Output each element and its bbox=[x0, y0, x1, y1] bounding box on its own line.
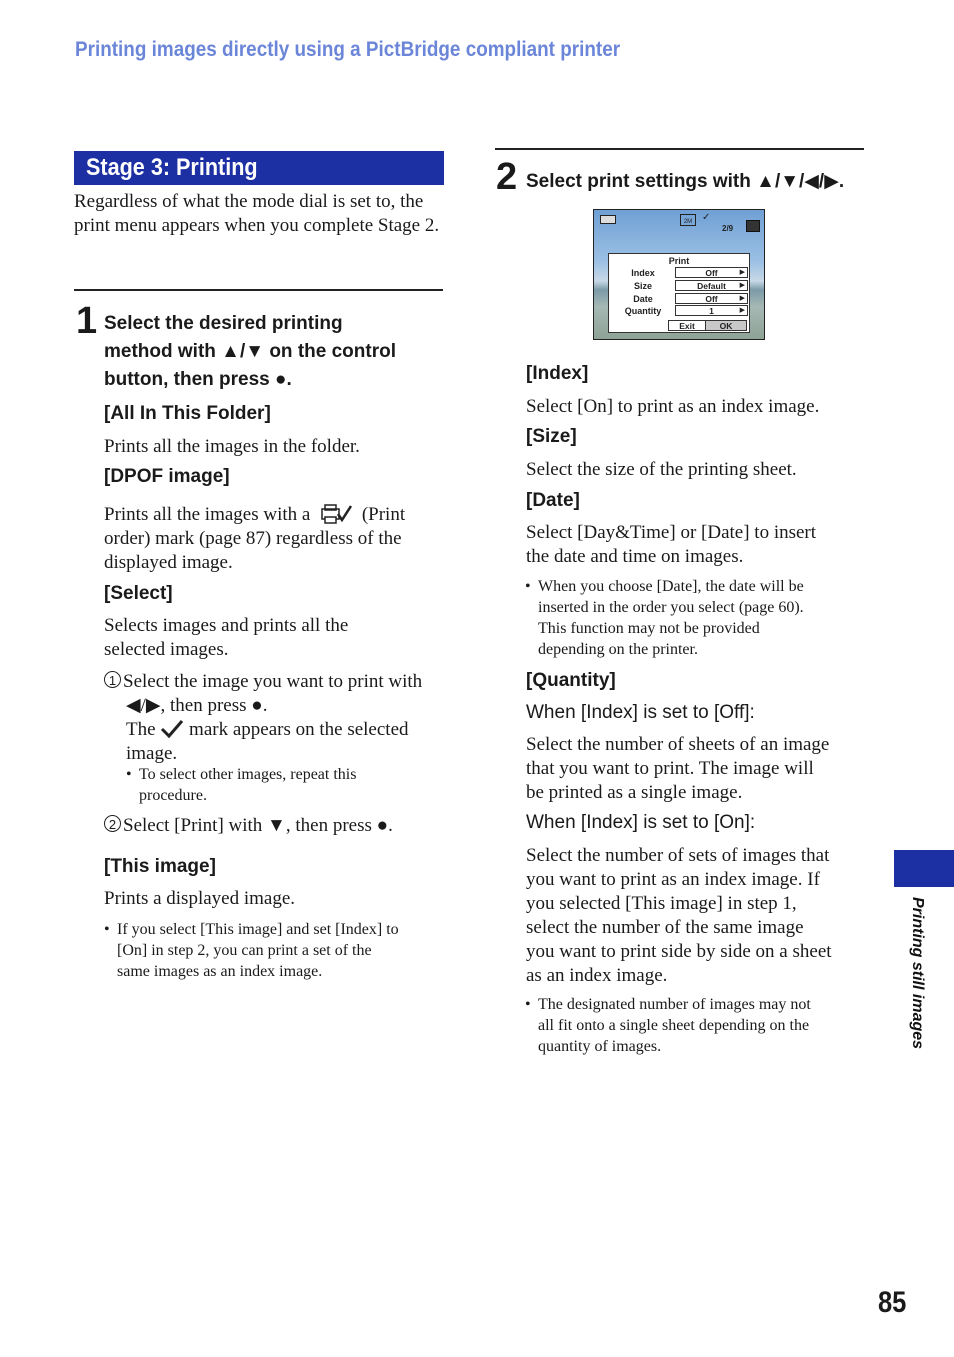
size-heading: [Size] bbox=[526, 426, 577, 447]
arrow-right-icon: ▶ bbox=[739, 295, 745, 302]
dpof-text bbox=[104, 503, 449, 575]
bullet-icon: • bbox=[525, 996, 531, 1013]
note-line: [On] in step 2, you can print a set of the bbox=[117, 942, 372, 959]
image-size-icon: 2M bbox=[680, 214, 696, 226]
select-line: selected images. bbox=[104, 639, 229, 660]
all-folder-text: Prints all the images in the folder. bbox=[104, 436, 360, 457]
ok-button[interactable]: OK bbox=[705, 320, 747, 331]
note-line: depending on the printer. bbox=[538, 641, 698, 658]
quantity-line: you want to print as an index image. If bbox=[526, 869, 820, 890]
note-line: When you choose [Date], the date will be bbox=[538, 578, 804, 595]
menu-row-value-text: Off bbox=[705, 268, 718, 278]
menu-row-date[interactable] bbox=[609, 293, 749, 305]
chapter-tab-label: Printing still images bbox=[909, 897, 926, 1050]
bullet-icon: • bbox=[104, 921, 110, 938]
step2-title: Select print settings with ▲/▼/◀/▶. bbox=[526, 171, 845, 192]
dpof-line-text: (Print bbox=[361, 504, 406, 525]
all-folder-heading: [All In This Folder] bbox=[104, 403, 271, 424]
note-line: The designated number of images may not bbox=[538, 996, 811, 1013]
quantity-line: be printed as a single image. bbox=[526, 782, 743, 803]
select-text bbox=[104, 614, 444, 662]
quantity-line: Select the number of sets of images that bbox=[526, 845, 830, 866]
print-menu bbox=[608, 253, 750, 333]
page-number: 85 bbox=[878, 1286, 907, 1319]
print-order-icon bbox=[319, 503, 353, 525]
this-image-note bbox=[104, 919, 447, 982]
quantity-on-text bbox=[526, 844, 871, 988]
menu-row-label: Quantity bbox=[624, 306, 662, 316]
note-line: same images as an index image. bbox=[117, 963, 323, 980]
date-heading: [Date] bbox=[526, 490, 580, 511]
quantity-off-text bbox=[526, 733, 871, 805]
bullet-icon: • bbox=[525, 578, 531, 595]
select-substep-2 bbox=[104, 814, 449, 838]
substep-line-text: Select [Print] with ▼, then press ●. bbox=[123, 815, 393, 836]
step2-rule bbox=[495, 148, 864, 150]
dpof-line: displayed image. bbox=[104, 552, 233, 573]
menu-row-value-text: Default bbox=[697, 281, 726, 291]
substep-line bbox=[104, 718, 449, 742]
menu-row-label: Size bbox=[633, 281, 652, 291]
quantity-line: select the number of the same image bbox=[526, 917, 804, 938]
quantity-line: Select the number of sheets of an image bbox=[526, 734, 830, 755]
quantity-note bbox=[525, 994, 868, 1057]
menu-row-value[interactable] bbox=[675, 267, 748, 278]
substep-line-text: Select the image you want to print with bbox=[123, 671, 423, 692]
index-text: Select [On] to print as an index image. bbox=[526, 396, 820, 417]
step1-title-line: Select the desired printing bbox=[104, 313, 343, 334]
substep-line-text: The bbox=[126, 719, 156, 740]
print-menu-title: Print bbox=[668, 256, 690, 266]
date-line: the date and time on images. bbox=[526, 546, 744, 567]
note-line: This function may not be provided bbox=[538, 620, 760, 637]
dpof-heading: [DPOF image] bbox=[104, 466, 230, 487]
menu-row-size[interactable] bbox=[609, 280, 749, 292]
quantity-on-heading: When [Index] is set to [On]: bbox=[526, 812, 756, 833]
memory-card-icon bbox=[746, 220, 760, 232]
circled-number: 2 bbox=[104, 815, 121, 832]
exit-button[interactable]: Exit bbox=[668, 320, 706, 331]
menu-row-value[interactable] bbox=[675, 305, 748, 316]
date-text bbox=[526, 521, 871, 569]
quantity-off-heading: When [Index] is set to [Off]: bbox=[526, 702, 755, 723]
section-intro: Regardless of what the mode dial is set to, the print menu appears when you complete Stage 2. bbox=[74, 191, 440, 236]
substep-line bbox=[104, 670, 449, 694]
arrow-right-icon: ▶ bbox=[739, 269, 745, 276]
bullet-icon: • bbox=[126, 766, 132, 783]
lcd-status-bar bbox=[594, 210, 764, 233]
circled-number: 1 bbox=[104, 671, 121, 688]
quantity-line: you want to print side by side on a sheet bbox=[526, 941, 832, 962]
section-title-bar bbox=[74, 151, 444, 185]
arrow-right-icon: ▶ bbox=[739, 282, 745, 289]
chapter-tab bbox=[894, 850, 954, 887]
this-image-heading: [This image] bbox=[104, 856, 216, 877]
step2-number: 2 bbox=[496, 156, 518, 198]
dpof-line: order) mark (page 87) regardless of the bbox=[104, 528, 402, 549]
step1-title bbox=[104, 310, 444, 394]
step1-title-line: method with ▲/▼ on the control bbox=[104, 341, 396, 362]
index-heading: [Index] bbox=[526, 363, 589, 384]
menu-row-index[interactable] bbox=[609, 267, 749, 279]
check-mark-icon bbox=[160, 719, 184, 739]
menu-row-value[interactable] bbox=[675, 280, 748, 291]
date-line: Select [Day&Time] or [Date] to insert bbox=[526, 522, 817, 543]
substep-line: image. bbox=[126, 743, 178, 764]
step1-rule bbox=[74, 289, 443, 291]
note-line: all fit onto a single sheet depending on the bbox=[538, 1017, 810, 1034]
note-line: quantity of images. bbox=[538, 1038, 662, 1055]
substep-line-text: mark appears on the selected bbox=[189, 719, 409, 740]
quantity-line: as an index image. bbox=[526, 965, 668, 986]
note-line: To select other images, repeat this bbox=[139, 766, 357, 783]
arrow-right-icon: ▶ bbox=[739, 307, 745, 314]
size-text: Select the size of the printing sheet. bbox=[526, 459, 797, 480]
dpof-line-text: Prints all the images with a bbox=[104, 504, 311, 525]
date-note bbox=[525, 576, 868, 660]
this-image-text: Prints a displayed image. bbox=[104, 888, 296, 909]
menu-row-label: Date bbox=[633, 294, 653, 304]
menu-row-quantity[interactable] bbox=[609, 305, 749, 317]
note-line: inserted in the order you select (page 60). bbox=[538, 599, 804, 616]
substep-line: ◀/▶, then press ●. bbox=[126, 695, 268, 716]
note-line: If you select [This image] and set [Index] to bbox=[117, 921, 399, 938]
section-title: Stage 3: Printing bbox=[86, 154, 258, 181]
quantity-line: you selected [This image] in step 1, bbox=[526, 893, 797, 914]
menu-row-value[interactable] bbox=[675, 293, 748, 304]
step1-number: 1 bbox=[76, 300, 98, 342]
select-note bbox=[126, 764, 439, 806]
select-heading: [Select] bbox=[104, 583, 173, 604]
quantity-line: that you want to print. The image will bbox=[526, 758, 814, 779]
menu-row-label: Index bbox=[631, 268, 655, 278]
menu-row-value-text: Off bbox=[705, 294, 718, 304]
quantity-heading: [Quantity] bbox=[526, 670, 616, 691]
note-line: procedure. bbox=[139, 787, 207, 804]
menu-row-value-text: 1 bbox=[709, 306, 714, 316]
select-line: Selects images and prints all the bbox=[104, 615, 349, 636]
step1-title-line: button, then press ●. bbox=[104, 369, 292, 390]
battery-icon bbox=[600, 215, 616, 224]
image-counter: 2/9 bbox=[722, 224, 734, 233]
running-header: Printing images directly using a PictBridge compliant printer bbox=[75, 38, 621, 61]
printer-connect-icon: ✓ bbox=[702, 212, 711, 223]
select-substep-1 bbox=[104, 670, 449, 766]
camera-lcd-screenshot bbox=[593, 209, 765, 340]
dpof-line bbox=[104, 503, 449, 527]
